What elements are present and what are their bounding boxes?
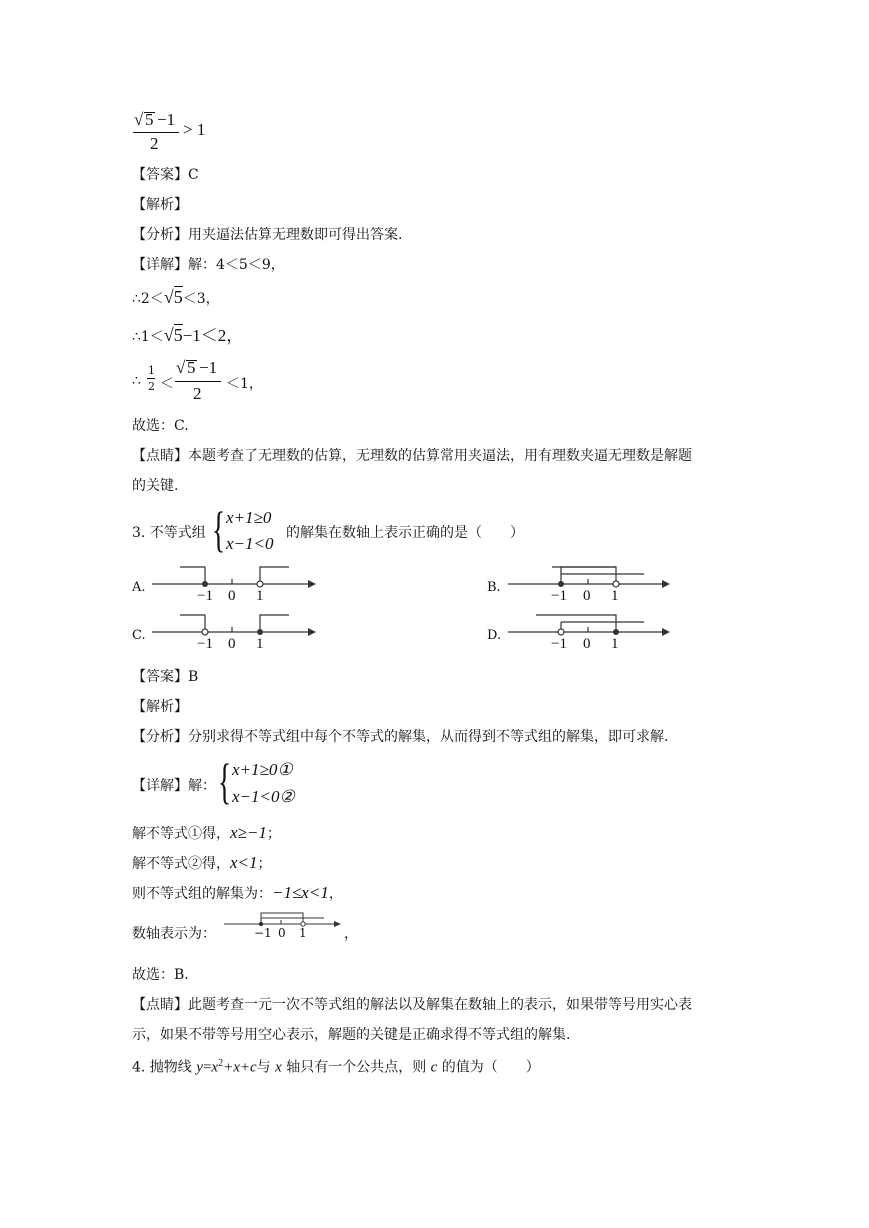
q4-x: x (211, 1059, 219, 1076)
option-b-tick-label: −1 (551, 588, 567, 604)
option-d-tick-label: 1 (611, 636, 619, 652)
q2-choose: 故选：C. (132, 418, 189, 434)
set-math: −1≤x<1 (272, 883, 329, 902)
half-den: 2 (148, 380, 155, 393)
q4-sup: 2 (218, 1058, 224, 1069)
q3-ineq2: x−1<0 (226, 534, 274, 553)
q2-step2 (132, 325, 243, 347)
q3-solution-set (132, 883, 343, 904)
q3-fenxi: 【分析】分别求得不等式组中每个不等式的解集，从而得到不等式组的解集，即可求解. (132, 729, 669, 745)
q4-plus-x: +x+c (223, 1059, 257, 1076)
detail-prefix: 【详解】解： (132, 778, 216, 794)
step3-post: ＜1， (226, 376, 263, 392)
option-c-tick-label: −1 (197, 636, 213, 652)
option-c-tick-label: 0 (228, 636, 236, 652)
q3-prefix: 3. 不等式组 (132, 525, 206, 541)
step1-post: ＜3， (182, 291, 220, 307)
q4-mid2: 轴只有一个公共点，则 (281, 1059, 431, 1076)
sqrt-arg: 5 (145, 110, 154, 129)
option-d-number-line (506, 610, 676, 655)
sqrt-sign: √ (134, 110, 144, 129)
sqrt-arg: 5 (173, 325, 183, 345)
step2-pre: ∴1＜ (132, 329, 164, 345)
q2-step1 (132, 287, 220, 309)
option-b-label: B. (487, 580, 501, 595)
set-post: ， (328, 886, 343, 902)
solve2-post: ； (257, 856, 272, 872)
option-d-tick-label: −1 (551, 636, 567, 652)
sqrt-sign: √ (163, 287, 174, 307)
q4-mid: 与 (256, 1059, 276, 1076)
option-d-label: D. (487, 628, 502, 643)
axis-pre: 数轴表示为： (132, 926, 216, 942)
q4-xaxis: x (275, 1059, 282, 1076)
q2-comment-2: 的关键. (132, 478, 179, 494)
q2-detail: 【详解】解：4＜5＜9， (132, 257, 285, 273)
solve1-math: x≥−1 (230, 823, 267, 842)
sqrt-sign: √ (163, 325, 174, 345)
q3-comment-1: 【点睛】此题考查一元一次不等式组的解法以及解集在数轴上的表示，如果带等号用实心表 (132, 997, 692, 1013)
solve1-pre: 解不等式①得， (132, 826, 230, 842)
q4-c: c (430, 1059, 438, 1076)
q4-eq: = (202, 1059, 212, 1076)
denominator: 2 (193, 384, 202, 403)
q2-comment-1: 【点睛】本题考查了无理数的估算，无理数的估算常用夹逼法，用有理数夹逼无理数是解题 (132, 448, 692, 464)
sys-ineq2: x−1<0② (232, 787, 295, 806)
step3-lt: ＜ (160, 376, 174, 392)
option-a-tick-label: 0 (228, 588, 236, 604)
sys-ineq1: x+1≥0① (232, 760, 293, 779)
set-pre: 则不等式组的解集为： (132, 886, 272, 902)
relation: > 1 (183, 120, 206, 139)
q4-pre: 4. 抛物线 (132, 1059, 197, 1076)
q4-post: 的值为（ ） (437, 1059, 540, 1076)
axis-tick-label: 0 (278, 926, 286, 940)
q4-y: y (196, 1059, 203, 1076)
fraction-bar (175, 381, 221, 382)
option-b-tick-label: 1 (611, 588, 619, 604)
option-a-label: A. (132, 580, 146, 595)
sqrt-sign: √ (176, 358, 186, 377)
option-a-tick-label: 1 (256, 588, 264, 604)
q3-ineq1: x+1≥0 (226, 508, 272, 527)
solve2-math: x<1 (230, 853, 258, 872)
sqrt-arg: 5 (187, 358, 196, 377)
step1-pre: ∴2＜ (132, 291, 164, 307)
brace-icon: { (212, 501, 226, 557)
minus-one: −1 (157, 110, 176, 129)
step2-post: −1＜2， (182, 326, 244, 345)
option-c-label: C. (132, 628, 146, 643)
q3-suffix: 的解集在数轴上表示正确的是（ ） (286, 525, 524, 541)
half-num: 1 (148, 364, 155, 377)
q3-solve1 (132, 823, 281, 844)
fraction-bar (133, 132, 179, 133)
solve2-pre: 解不等式②得， (132, 856, 230, 872)
step3-pre: ∴ (132, 373, 141, 389)
q3-choose: 故选：B. (132, 967, 189, 983)
q2-analysis-head: 【解析】 (132, 197, 188, 213)
q3-solve2 (132, 853, 272, 874)
option-b-number-line (506, 562, 676, 607)
option-d-tick-label: 0 (583, 636, 591, 652)
axis-post: ， (344, 926, 358, 942)
option-b-tick-label: 0 (583, 588, 591, 604)
q3-analysis-head: 【解析】 (132, 699, 188, 715)
solve1-post: ； (266, 826, 281, 842)
sqrt-arg: 5 (173, 287, 183, 307)
option-a-tick-label: −1 (197, 588, 213, 604)
q2-answer: 【答案】C (132, 167, 199, 183)
option-c-tick-label: 1 (256, 636, 264, 652)
axis-tick-label: −1 (254, 926, 272, 940)
brace-icon: { (218, 753, 232, 809)
q2-fenxi: 【分析】用夹逼法估算无理数即可得出答案. (132, 227, 403, 243)
denominator: 2 (150, 134, 159, 153)
q3-comment-2: 示，如果不带等号用空心表示，解题的关键是正确求得不等式组的解集. (132, 1027, 571, 1043)
minus-one: −1 (199, 358, 218, 377)
q3-answer: 【答案】B (132, 669, 199, 685)
q4-question (132, 1054, 540, 1078)
axis-tick-label: 1 (299, 926, 307, 940)
